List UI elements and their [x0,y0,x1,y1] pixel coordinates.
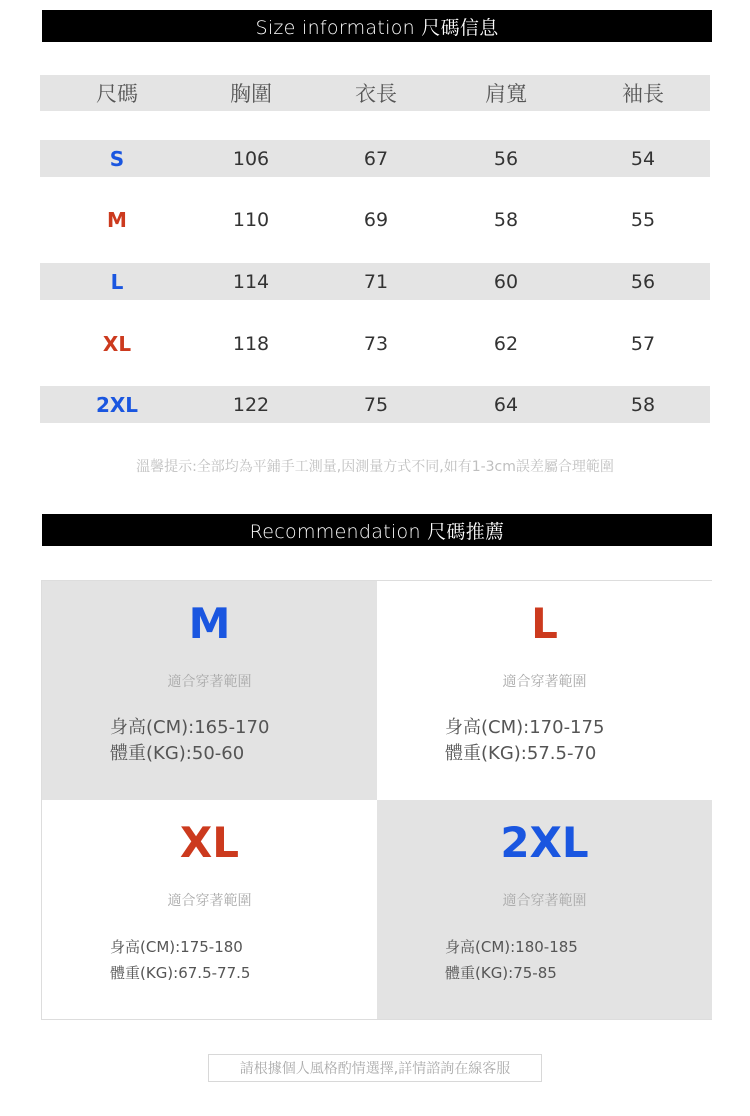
recommendation-card-l [377,581,712,800]
size-info-banner [42,10,712,42]
table-row [40,263,710,300]
shoulder-value: 60 [493,270,519,293]
recommendation-card-xl [42,800,377,1019]
sleeve-value: 55 [630,208,656,231]
sleeve-value: 58 [630,393,656,416]
chest-value: 118 [232,332,270,355]
recommendation-banner [42,514,712,546]
card-size: M [188,599,231,648]
chest-value: 106 [232,147,270,170]
measurement-note: 溫馨提示:全部均為平鋪手工測量,因測量方式不同,如有1-3cm誤差屬合理範圍 [136,459,614,475]
sleeve-value: 56 [630,270,656,293]
length-value: 67 [363,147,389,170]
size-label: L [110,269,124,294]
shoulder-value: 62 [493,332,519,355]
sleeve-value: 57 [630,332,656,355]
card-height: 身高(CM):170-175 [445,717,605,738]
chest-value: 114 [232,270,270,293]
footer-note [208,1054,542,1082]
recommendation-card-m [42,581,377,800]
card-height: 身高(CM):165-170 [110,717,270,738]
length-value: 69 [363,208,389,231]
header-size: 尺碼 [96,82,138,106]
shoulder-value: 64 [493,393,519,416]
length-value: 73 [363,332,389,355]
card-weight: 體重(KG):57.5-70 [445,743,597,764]
size-info-title: Size information 尺碼信息 [255,16,499,39]
shoulder-value: 56 [493,147,519,170]
size-label: M [107,207,127,232]
size-label: S [109,146,125,171]
card-specs [445,934,578,986]
header-length: 衣長 [355,82,397,106]
table-row [40,386,710,423]
header-sleeve: 袖長 [622,82,664,106]
recommendation-grid [41,580,712,1020]
header-chest: 胸圍 [230,82,272,106]
card-size: L [531,599,558,648]
header-shoulder: 肩寬 [485,82,527,106]
card-subtitle: 適合穿著範圍 [502,674,587,690]
size-label: XL [102,331,132,356]
shoulder-value: 58 [493,208,519,231]
recommendation-title: Recommendation 尺碼推薦 [249,520,505,543]
card-size: 2XL [500,818,589,867]
footer-text: 請根據個人風格酌情選擇,詳情諮詢在線客服 [239,1061,511,1077]
length-value: 75 [363,393,389,416]
table-header-row [40,75,710,111]
length-value: 71 [363,270,389,293]
recommendation-card-2xl [377,800,712,1019]
table-row [40,325,710,362]
card-subtitle: 適合穿著範圍 [502,893,587,909]
sleeve-value: 54 [630,147,656,170]
card-height: 身高(CM):180-185 [445,938,578,956]
table-row [40,140,710,177]
card-specs [445,715,604,767]
card-weight: 體重(KG):67.5-77.5 [110,964,251,982]
size-label: 2XL [95,392,139,417]
card-weight: 體重(KG):50-60 [110,743,245,764]
card-specs [110,934,250,986]
card-height: 身高(CM):175-180 [110,938,243,956]
card-subtitle: 適合穿著範圍 [167,674,252,690]
card-specs [110,715,269,767]
card-subtitle: 適合穿著範圍 [167,893,252,909]
card-size: XL [179,818,240,867]
chest-value: 122 [232,393,270,416]
table-row [40,201,710,238]
chest-value: 110 [232,208,270,231]
card-weight: 體重(KG):75-85 [445,964,557,982]
